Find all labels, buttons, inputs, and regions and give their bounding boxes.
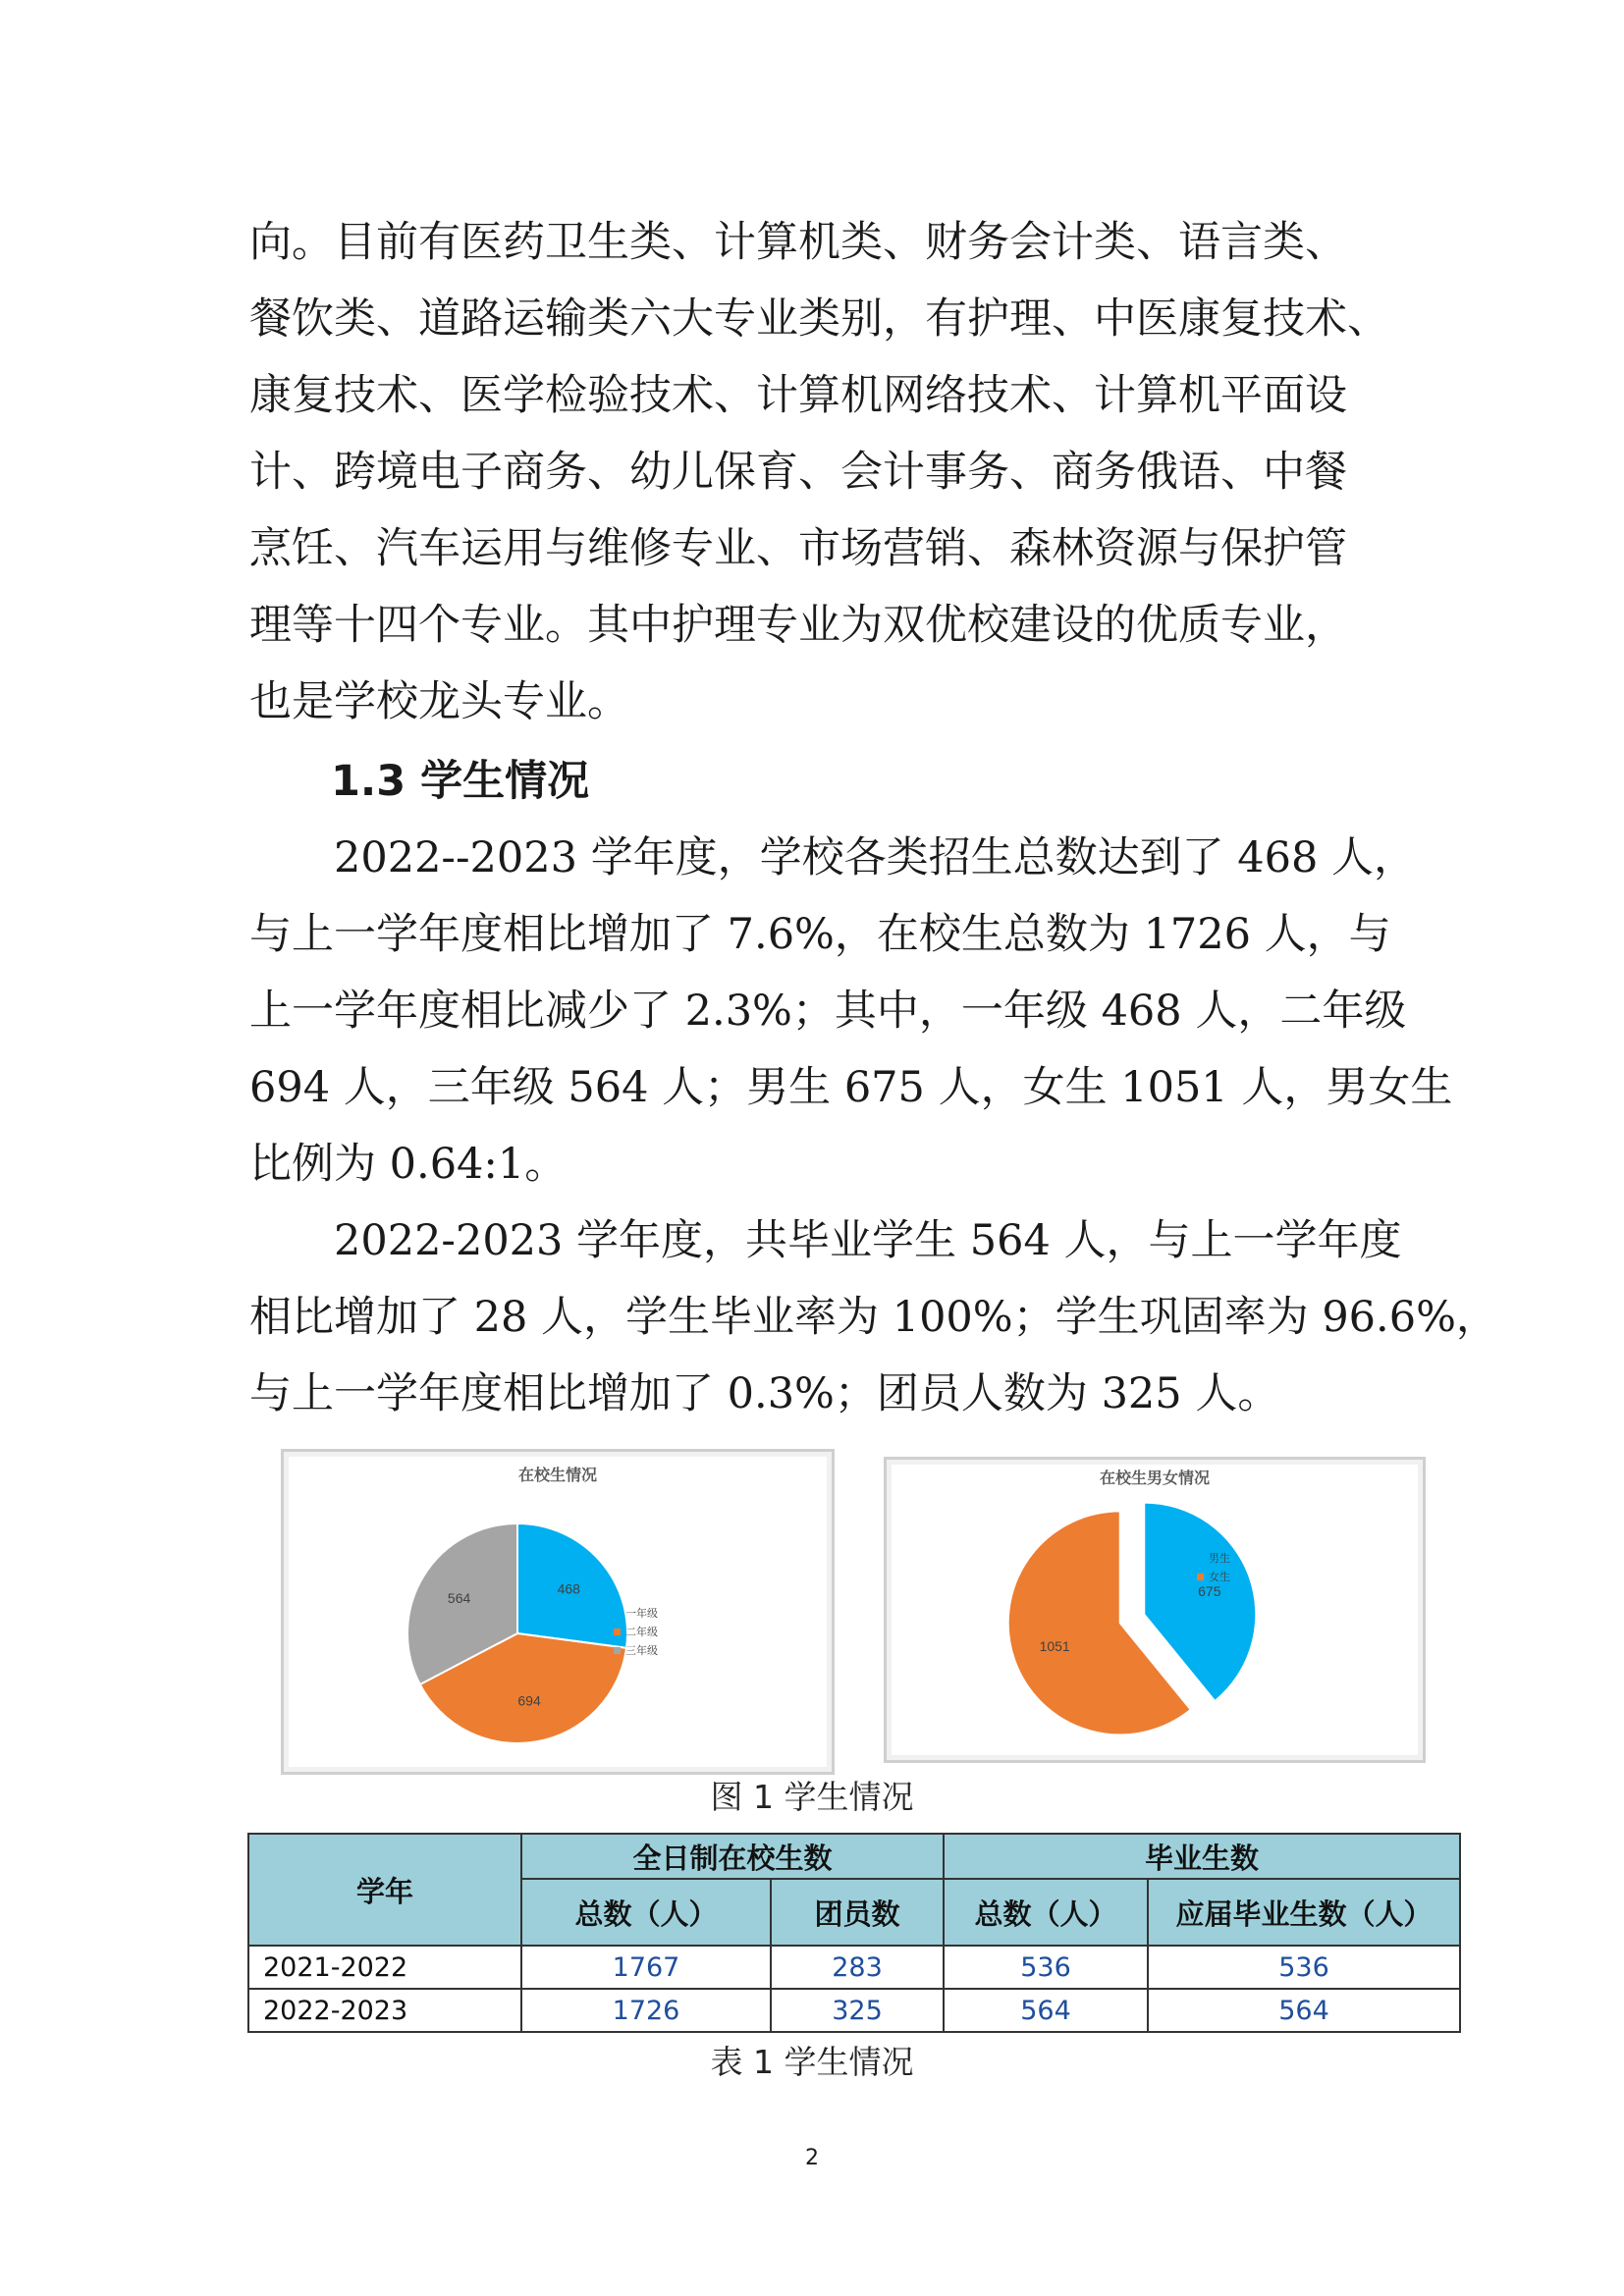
text-line: 向。目前有医药卫生类、计算机类、财务会计类、语言类、 — [249, 218, 1347, 267]
text-line: 比例为 0.64:1。 — [249, 1140, 568, 1189]
table-cell: 283 — [771, 1946, 944, 1989]
subheader-fresh-grads: 应届毕业生数（人） — [1148, 1879, 1460, 1946]
text-line: 康复技术、医学检验技术、计算机网络技术、计算机平面设 — [249, 371, 1347, 420]
legend-label: 女生 — [1209, 1571, 1230, 1583]
legend-swatch — [614, 1629, 621, 1635]
legend-swatch — [1197, 1555, 1204, 1562]
table-cell: 2022-2023 — [248, 1989, 521, 2032]
chart-title: 在校生情况 — [517, 1468, 598, 1484]
table-cell: 2021-2022 — [248, 1946, 521, 1989]
legend-swatch — [1197, 1574, 1204, 1580]
chart-students-by-grade — [281, 1449, 835, 1775]
header-group-enrolled: 全日制在校生数 — [521, 1834, 944, 1879]
text-line: 上一学年度相比减少了 2.3%；其中，一年级 468 人，二年级 — [249, 987, 1407, 1036]
page-number: 2 — [805, 2146, 819, 2170]
table-cell: 536 — [944, 1946, 1148, 1989]
text-line: 2022--2023 学年度，学校各类招生总数达到了 468 人， — [334, 833, 1417, 882]
text-line: 694 人，三年级 564 人；男生 675 人，女生 1051 人，男女生 — [249, 1063, 1453, 1112]
data-label: 468 — [557, 1580, 580, 1597]
legend-label: 三年级 — [625, 1644, 658, 1657]
subheader-grad-total: 总数（人） — [944, 1879, 1148, 1946]
figure-caption: 图 1 学生情况 — [710, 1778, 914, 1816]
table-row — [248, 1989, 1460, 2032]
text-line: 也是学校龙头专业。 — [249, 677, 629, 726]
data-label: 564 — [447, 1590, 471, 1607]
pie-chart-gender — [887, 1460, 1423, 1760]
legend-swatch — [614, 1610, 621, 1617]
text-line: 相比增加了 28 人，学生毕业率为 100%；学生巩固率为 96.6%， — [249, 1293, 1498, 1342]
subheader-total: 总数（人） — [521, 1879, 771, 1946]
text-line: 烹饪、汽车运用与维修专业、市场营销、森林资源与保护管 — [249, 524, 1347, 573]
data-label: 1051 — [1039, 1638, 1070, 1655]
paragraph-enrollment — [249, 820, 1453, 1202]
legend-label: 男生 — [1209, 1552, 1230, 1565]
text-line: 与上一学年度相比增加了 0.3%；团员人数为 325 人。 — [249, 1369, 1280, 1418]
table-row — [248, 1946, 1460, 1989]
text-line: 与上一学年度相比增加了 7.6%，在校生总数为 1726 人，与 — [249, 910, 1391, 959]
header-year: 学年 — [248, 1834, 521, 1946]
data-label: 694 — [517, 1692, 541, 1709]
table-cell: 1726 — [521, 1989, 771, 2032]
table-caption: 表 1 学生情况 — [710, 2043, 914, 2081]
subheader-league-members: 团员数 — [771, 1879, 944, 1946]
chart-title: 在校生男女情况 — [1099, 1470, 1211, 1487]
text-line: 计、跨境电子商务、幼儿保育、会计事务、商务俄语、中餐 — [249, 448, 1347, 497]
legend-swatch — [614, 1647, 621, 1654]
table-cell: 536 — [1148, 1946, 1460, 1989]
section-heading: 1.3 学生情况 — [331, 757, 590, 806]
table-cell: 325 — [771, 1989, 944, 2032]
text-line: 餐饮类、道路运输类六大专业类别，有护理、中医康复技术、 — [249, 294, 1389, 344]
table-cell: 1767 — [521, 1946, 771, 1989]
chart-students-by-gender — [884, 1457, 1426, 1763]
legend-label: 二年级 — [625, 1626, 658, 1638]
legend-label: 一年级 — [625, 1607, 658, 1620]
header-group-graduates: 毕业生数 — [944, 1834, 1460, 1879]
pie-slice-男生 — [1144, 1503, 1256, 1701]
student-stats-table — [247, 1833, 1461, 2033]
paragraph-majors — [249, 204, 1389, 740]
table-cell: 564 — [944, 1989, 1148, 2032]
text-line: 理等十四个专业。其中护理专业为双优校建设的优质专业， — [249, 601, 1347, 650]
data-label: 675 — [1198, 1582, 1221, 1599]
text-line: 2022-2023 学年度，共毕业学生 564 人，与上一学年度 — [334, 1216, 1402, 1265]
paragraph-graduates — [249, 1202, 1498, 1432]
table-cell: 564 — [1148, 1989, 1460, 2032]
pie-chart-grade — [284, 1452, 832, 1772]
